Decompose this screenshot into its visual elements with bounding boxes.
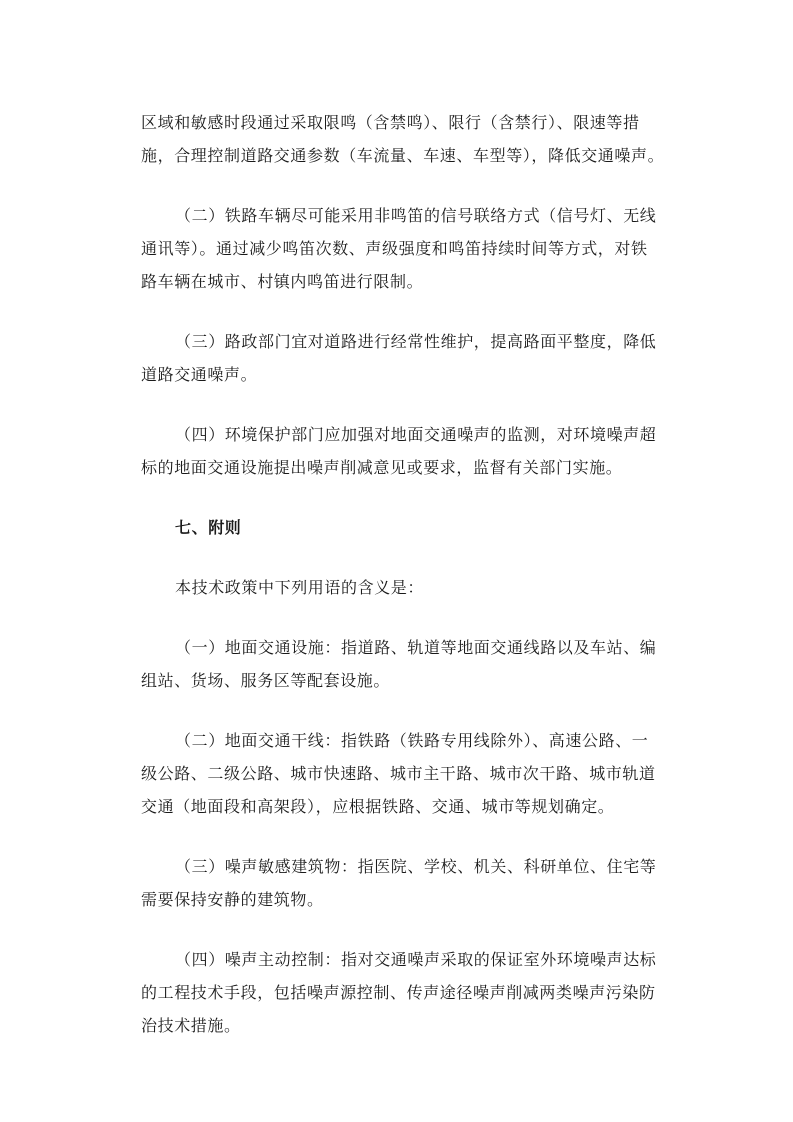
paragraph-continuation	[141, 106, 665, 172]
text-line: 区域和敏感时段通过采取限鸣（含禁鸣）、限行（含禁行）、限速等措	[141, 113, 640, 132]
document-page	[141, 106, 665, 1069]
text-line: （三）路政部门宜对道路进行经常性维护，提高路面平整度，降低	[175, 332, 657, 351]
text-line: 交通（地面段和高架段），应根据铁路、交通、城市等规划确定。	[141, 797, 615, 816]
text-line: （二）地面交通干线：指铁路（铁路专用线除外）、高速公路、一	[175, 731, 649, 750]
text-line: 需要保持安静的建筑物。	[141, 890, 324, 909]
text-line: 本技术政策中下列用语的含义是：	[175, 578, 425, 597]
text-line: 路车辆在城市、村镇内鸣笛进行限制。	[141, 272, 424, 291]
text-line: （三）噪声敏感建筑物：指医院、学校、机关、科研单位、住宅等	[175, 857, 657, 876]
text-line: 级公路、二级公路、城市快速路、城市主干路、城市次干路、城市轨道	[141, 764, 656, 783]
text-line: （四）环境保护部门应加强对地面交通噪声的监测，对环境噪声超	[175, 425, 657, 444]
paragraph-terms-intro	[141, 571, 661, 604]
text-line: 道路交通噪声。	[141, 365, 258, 384]
text-line: 标的地面交通设施提出噪声削减意见或要求，监督有关部门实施。	[141, 458, 623, 477]
text-line: （二）铁路车辆尽可能采用非鸣笛的信号联络方式（信号灯、无线	[175, 206, 657, 225]
text-line: 通讯等）。通过减少鸣笛次数、声级强度和鸣笛持续时间等方式，对铁	[141, 239, 648, 258]
paragraph-railway-horn	[141, 199, 661, 298]
text-line: （一）地面交通设施：指道路、轨道等地面交通线路以及车站、编	[175, 638, 657, 657]
paragraph-term-noise-sensitive-buildings	[141, 850, 661, 916]
paragraph-term-active-noise-control	[141, 943, 661, 1042]
text-line: 的工程技术手段，包括噪声源控制、传声途径噪声削减两类噪声污染防	[141, 983, 656, 1002]
paragraph-term-ground-transport-facilities	[141, 631, 661, 697]
text-line: （四）噪声主动控制：指对交通噪声采取的保证室外环境噪声达标	[175, 950, 657, 969]
paragraph-term-ground-transport-arteries	[141, 724, 661, 823]
paragraph-noise-monitoring	[141, 418, 661, 484]
section-heading-appendix	[141, 511, 661, 544]
text-line: 治技术措施。	[141, 1016, 241, 1035]
paragraph-road-maintenance	[141, 325, 661, 391]
text-line: 施，合理控制道路交通参数（车流量、车速、车型等），降低交通噪声。	[141, 146, 665, 165]
heading-text: 七、附则	[175, 518, 242, 537]
text-line: 组站、货场、服务区等配套设施。	[141, 671, 391, 690]
